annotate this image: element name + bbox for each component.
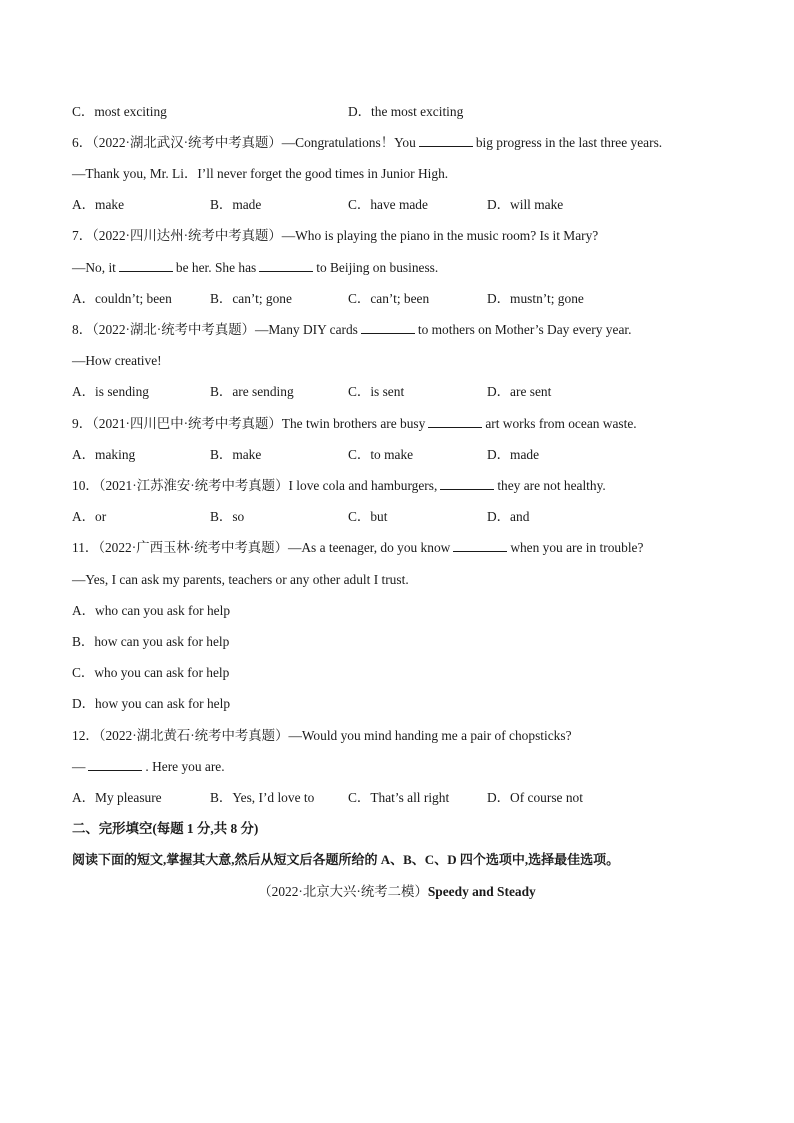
q11-option-c: C．who you can ask for help [72,665,230,680]
q11-option-b: B．how can you ask for help [72,634,230,649]
q6-option-c: C．have made [348,197,428,212]
q9-option-a: A．making [72,447,136,462]
q8-reply: —How creative! [72,353,162,368]
q6-option-d: D．will make [487,197,564,212]
passage-title [0,884,794,900]
q12-option-c: C．That’s all right [348,790,450,805]
q6-reply: —Thank you, Mr. Li．I’ll never forget the good times in Junior High. [72,166,449,181]
q9-option-b: B．make [210,447,262,462]
q7-stem: 7．（2022·四川达州·统考中考真题）—Who is playing the piano in the music room? Is it Mary? [72,228,599,243]
q10-option-c: C．but [348,509,388,524]
passage-source: （2022·北京大兴·统考二模） [258,884,428,899]
q8-stem: 8．（2022·湖北·统考中考真题）—Many DIY cards to mothers on Mother’s Day every year. [72,322,632,337]
q7-option-a: A．couldn’t; been [72,291,172,306]
q8-option-d: D．are sent [487,384,552,399]
q7-reply: —No, it be her. She has to Beijing on business. [72,260,439,275]
q10-option-d: D．and [487,509,530,524]
q7-option-c: C．can’t; been [348,291,430,306]
answer-blank [259,260,313,272]
q11-option-a: A．who can you ask for help [72,603,231,618]
q9-option-c: C．to make [348,447,414,462]
q7-option-d: D．mustn’t; gone [487,291,584,306]
passage-title-text: Speedy and Steady [427,884,536,899]
q10-option-b: B．so [210,509,245,524]
section-instruction: 阅读下面的短文,掌握其大意,然后从短文后各题所给的 A、B、C、D 四个选项中,选择最佳选项。 [72,852,620,867]
q12-stem: 12．（2022·湖北黄石·统考中考真题）—Would you mind handing me a pair of chopsticks? [72,728,572,743]
q5-option-d: D．the most exciting [348,104,464,119]
q6-option-a: A．make [72,197,125,212]
q12-option-b: B．Yes, I’d love to [210,790,315,805]
q12-reply: — . Here you are. [72,759,225,774]
answer-blank [361,322,415,334]
answer-blank [419,135,473,147]
answer-blank [453,540,507,552]
q7-option-b: B．can’t; gone [210,291,292,306]
q8-option-a: A．is sending [72,384,149,399]
answer-blank [440,478,494,490]
answer-blank [88,759,142,771]
q11-reply: —Yes, I can ask my parents, teachers or any other adult I trust. [72,572,409,587]
q9-option-d: D．made [487,447,540,462]
section-heading: 二、完形填空(每题 1 分,共 8 分) [72,821,259,836]
q6-option-b: B．made [210,197,262,212]
q12-option-d: D．Of course not [487,790,583,805]
q11-option-d: D．how you can ask for help [72,696,231,711]
answer-blank [428,416,482,428]
q12-option-a: A．My pleasure [72,790,162,805]
q9-stem: 9．（2021·四川巴中·统考中考真题）The twin brothers are busy art works from ocean waste. [72,416,637,431]
q11-stem: 11．（2022·广西玉林·统考中考真题）—As a teenager, do you know when you are in trouble? [72,540,644,555]
q8-option-c: C．is sent [348,384,405,399]
q6-stem: 6．（2022·湖北武汉·统考中考真题）—Congratulations！You big progress in the last three years. [72,135,663,150]
q10-stem: 10．（2021·江苏淮安·统考中考真题）I love cola and hamburgers, they are not healthy. [72,478,606,493]
answer-blank [119,260,173,272]
q5-option-c: C．most exciting [72,104,167,119]
q10-option-a: A．or [72,509,107,524]
q8-option-b: B．are sending [210,384,294,399]
